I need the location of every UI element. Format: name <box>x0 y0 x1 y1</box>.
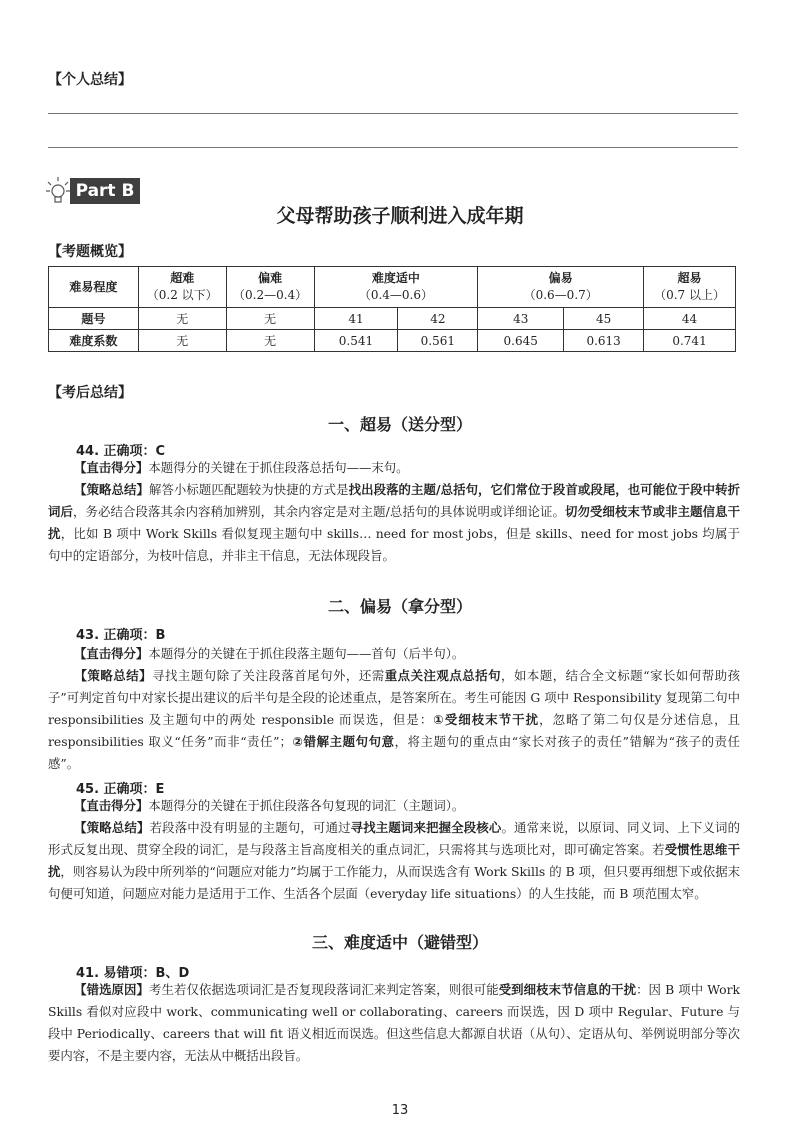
table-cell: 无 <box>226 330 314 352</box>
table-cell: 44 <box>644 308 736 330</box>
level-cell: 偏难 （0.2—0.4） <box>226 267 314 308</box>
paragraph: 【策略总结】寻找主题句除了关注段落首尾句外，还需重点关注观点总括句，如本题，结合全文标题“家长如何帮助孩子”可判定首句中对家长提出建议的后半句是全段的论述重点，是答案所在。考生可能因 G 项中 Responsibility 复现第二句中 responsibilities 及主题句中的两处 responsible 而误选，但是：①受细枝末节干扰，忽略了第二句仅是分述信息，且 responsibilities 取义“任务”而非“责任”；②错解主题句句意，将主题句的重点由“家长对孩子的责任”错解为“孩子的责任感”。 <box>48 668 741 771</box>
table-row <box>49 267 736 308</box>
level-cell: 超难 （0.2 以下） <box>138 267 226 308</box>
table-row-header: 难易程度 <box>49 267 139 308</box>
table-cell: 0.645 <box>478 330 564 352</box>
table-cell: 43 <box>478 308 564 330</box>
table-cell: 45 <box>564 308 644 330</box>
table-cell: 41 <box>314 308 398 330</box>
answer-line: 44. 正确项：C <box>76 444 166 459</box>
overview-label: 【考题概览】 <box>48 244 132 260</box>
section-heading: 一、超易（送分型） <box>327 415 472 434</box>
answer-line: 45. 正确项：E <box>76 782 165 797</box>
level-cell: 难度适中 （0.4—0.6） <box>314 267 478 308</box>
difficulty-table <box>48 266 736 352</box>
section-heading: 三、难度适中（避错型） <box>311 933 488 952</box>
answer-line: 43. 正确项：B <box>76 628 166 643</box>
table-cell: 0.613 <box>564 330 644 352</box>
table-cell: 0.541 <box>314 330 398 352</box>
table-cell: 难度系数 <box>49 330 139 352</box>
level-cell: 超易 （0.7 以上） <box>644 267 736 308</box>
table-cell: 无 <box>138 308 226 330</box>
level-cell: 偏易 （0.6—0.7） <box>478 267 644 308</box>
table-cell: 题号 <box>49 308 139 330</box>
table-cell: 无 <box>226 308 314 330</box>
personal-summary-label: 【个人总结】 <box>48 72 132 88</box>
part-b-label: Part B <box>70 178 140 204</box>
divider-line <box>48 147 738 148</box>
paragraph: 【错选原因】考生若仅依据选项词汇是否复现段落词汇来判定答案，则很可能受到细枝末节信息的干扰：因 B 项中 Work Skills 看似对应段中 work、communicating well or collaborating、careers 而误选，因 D 项中 Regular、Future 与段中 Periodically、careers that will fit 语义相近而误选。但这些信息大都源自状语（从句）、定语从句、举例说明部分等次要内容，不是主要内容，无法从中概括出段旨。 <box>48 982 741 1063</box>
table-cell: 0.741 <box>644 330 736 352</box>
paragraph: 【直击得分】本题得分的关键在于抓住段落总括句——末句。 <box>74 460 409 475</box>
page-number: 13 <box>391 1103 409 1118</box>
table-row <box>49 330 736 352</box>
page-title: 父母帮助孩子顺利进入成年期 <box>276 205 524 227</box>
section-heading: 二、偏易（拿分型） <box>327 597 472 616</box>
table-cell: 0.561 <box>398 330 478 352</box>
paragraph: 【直击得分】本题得分的关键在于抓住段落主题句——首句（后半句）。 <box>74 646 465 661</box>
table-row <box>49 308 736 330</box>
table-cell: 无 <box>138 330 226 352</box>
table-cell: 42 <box>398 308 478 330</box>
paragraph: 【策略总结】若段落中没有明显的主题句，可通过寻找主题词来把握全段核心。通常来说，以原词、同义词、上下义词的形式反复出现、贯穿全段的词汇，是与段落主旨高度相关的重点词汇，只需将其与选项比对，即可确定答案。若受惯性思维干扰，则容易认为段中所列举的“问题应对能力”均属于工作能力，从而误选含有 Work Skills 的 B 项，但只要再细想下或依据末句便可知道，问题应对能力是适用于工作、生活各个层面（everyday life situations）的人生技能，而 B 项范围太窄。 <box>48 820 741 901</box>
post-exam-label: 【考后总结】 <box>48 385 132 401</box>
paragraph: 【策略总结】解答小标题匹配题较为快捷的方式是找出段落的主题/总括句，它们常位于段首或段尾，也可能位于段中转折词后，务必结合段落其余内容稍加辨别，其余内容定是对主题/总括句的具体说明或详细论证。切勿受细枝末节或非主题信息干扰，比如 B 项中 Work Skills 看似复现主题句中 skills… need for most jobs，但是 skills、need for most jobs 均属于句中的定语部分，为枝叶信息，并非主干信息，无法体现段旨。 <box>48 482 741 563</box>
divider-line <box>48 113 738 114</box>
paragraph: 【直击得分】本题得分的关键在于抓住段落各句复现的词汇（主题词）。 <box>74 798 465 813</box>
answer-line: 41. 易错项：B、D <box>76 966 190 981</box>
